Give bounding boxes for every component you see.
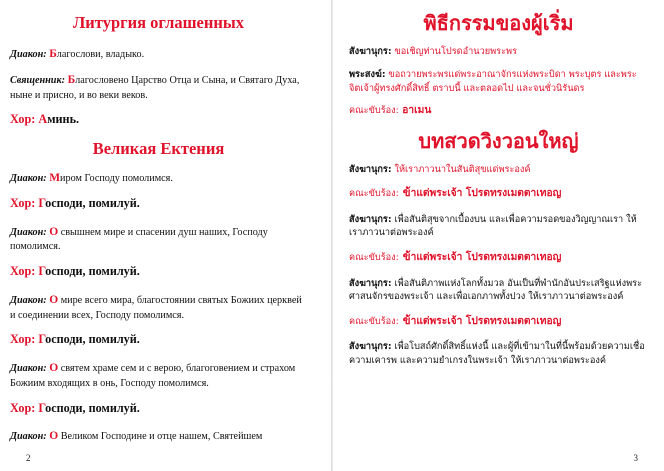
choir-line xyxy=(10,112,307,127)
choir-label: คณะขับร้อง: xyxy=(349,105,399,117)
speaker-label: สังฆานุกร: xyxy=(349,46,392,57)
line-text: иром Господу помолимся. xyxy=(60,173,173,185)
deacon-line xyxy=(349,340,648,368)
line-text: лагослови, владыко. xyxy=(56,49,145,61)
initial-letter: О xyxy=(49,430,59,443)
initial-letter: Г xyxy=(38,264,46,279)
speaker-label: สังฆานุกร: xyxy=(349,163,392,175)
choir-response xyxy=(398,185,562,200)
deacon-line xyxy=(10,428,307,445)
initial-letter: Б xyxy=(49,48,57,61)
choir-response xyxy=(398,249,562,264)
choir-label: คณะขับร้อง: xyxy=(349,252,399,264)
line-text: ให้เราภาวนาในสันติสุขแด่พระองค์ xyxy=(391,163,531,175)
line-text: осподи, помилуй. xyxy=(45,332,140,347)
choir-line xyxy=(349,313,648,328)
section-title-litany: Великая Ектения xyxy=(92,139,225,159)
initial-letter: Г xyxy=(38,332,46,347)
choir-label: Хор: xyxy=(10,112,36,127)
line-text: лагословено Царство Отца и Сына, и Святаго Духа, ныне и присно, и во веки веков. xyxy=(10,74,300,101)
deacon-line xyxy=(349,45,648,59)
choir-line xyxy=(349,185,648,200)
section-title-litany-thai: บทสวดวิงวอนใหญ่ xyxy=(418,128,579,153)
line-text: осподи, помилуй. xyxy=(45,264,140,279)
initial-letter: Г xyxy=(38,400,46,415)
left-page xyxy=(0,0,331,471)
line-text: минь. xyxy=(47,112,80,127)
line-text: свышнем мире и спасении душ наших, Господу помолимся. xyxy=(10,226,268,253)
speaker-label: Священник: xyxy=(10,74,66,86)
right-page xyxy=(333,0,664,471)
line-text: ขอถวายพระพรแด่พระอาณาจักรแห่งพระบิดา พระบุตร และพระจิตเจ้าผู้ทรงศักดิ์สิทธิ์ ตราบนี้ และตลอดไป และจนชั่วนิรันดร xyxy=(349,68,637,94)
line-text: осподи, помилуй. xyxy=(45,196,140,211)
line-text: осподи, помилуй. xyxy=(45,400,140,415)
initial-letter: ข้ xyxy=(398,313,411,328)
deacon-line xyxy=(10,292,307,324)
choir-line xyxy=(10,264,307,279)
line-text: าแต่พระเจ้า โปรดทรงเมตตาเทอญ xyxy=(410,188,562,200)
speaker-label: Диакон: xyxy=(10,226,47,238)
line-text: ขอเชิญท่านโปรดอำนวยพระพร xyxy=(391,46,518,57)
initial-letter: А xyxy=(38,112,48,127)
speaker-label: Диакон: xyxy=(10,294,47,306)
line-text: мире всего мира, благостоянии святых Божиих церквей и соединении всех, Господу помолимся. xyxy=(10,294,302,321)
initial-letter: ข้ xyxy=(398,185,411,200)
priest-line xyxy=(10,72,307,104)
page-number: 3 xyxy=(633,453,638,463)
speaker-label: สังฆานุกร: xyxy=(349,213,392,225)
choir-line xyxy=(10,196,307,211)
priest-line xyxy=(349,68,648,96)
speaker-label: Диакон: xyxy=(10,173,47,185)
speaker-label: สังฆานุกร: xyxy=(349,277,392,289)
deacon-line xyxy=(349,163,648,177)
line-text: เพื่อสันติภาพแห่งโลกทั้งมวล อันเป็นที่พำนักอันประเสริฐแห่งพระศาสนจักรของพระเจ้า และเพื่อเอกภาพทั้งปวง ให้เราภาวนาต่อพระองค์ xyxy=(349,277,642,303)
speaker-label: พระสงฆ์: xyxy=(349,68,386,80)
choir-label: Хор: xyxy=(10,400,36,415)
deacon-line xyxy=(10,224,307,256)
choir-label: Хор: xyxy=(10,196,36,211)
line-text: าแต่พระเจ้า โปรดทรงเมตตาเทอญ xyxy=(410,252,562,264)
choir-line xyxy=(349,104,648,117)
choir-label: คณะขับร้อง: xyxy=(349,316,399,328)
line-text: าแต่พระเจ้า โปรดทรงเมตตาเทอญ xyxy=(410,316,562,328)
deacon-line xyxy=(10,46,307,63)
deacon-line xyxy=(10,170,307,187)
section-title-liturgy: Литургия оглашенных xyxy=(73,13,244,32)
choir-label: Хор: xyxy=(10,264,36,279)
initial-letter: М xyxy=(49,172,61,185)
line-text: святем храме сем и с верою, благоговением и страхом Божиим входящих в онь, Господу помолимся. xyxy=(10,363,296,389)
initial-letter: ข้ xyxy=(398,249,411,264)
choir-response xyxy=(398,313,562,328)
initial-letter: О xyxy=(49,225,59,238)
initial-letter: Б xyxy=(67,73,76,86)
deacon-line xyxy=(10,360,307,392)
line-text: Великом Господине и отце нашем, Святейшем xyxy=(58,431,263,443)
speaker-label: Диакон: xyxy=(10,49,47,61)
page-number: 2 xyxy=(26,453,31,463)
speaker-label: สังฆานุกร: xyxy=(349,341,392,353)
speaker-label: Диакон: xyxy=(10,363,47,375)
deacon-line xyxy=(349,213,648,241)
choir-label: Хор: xyxy=(10,332,36,347)
speaker-label: Диакон: xyxy=(10,431,47,443)
initial-letter: О xyxy=(49,362,59,375)
choir-response: อาเมน xyxy=(398,105,432,117)
choir-line xyxy=(10,332,307,347)
initial-letter: О xyxy=(49,293,59,306)
deacon-line xyxy=(349,277,648,305)
choir-line xyxy=(349,249,648,264)
choir-line xyxy=(10,401,307,416)
line-text: เพื่อโบสถ์ศักดิ์สิทธิ์แห่งนี้ และผู้ที่เข้ามาในที่นี้พร้อมด้วยความเชื่อ ความเคารพ และความยำเกรงในพระเจ้า ให้เราภาวนาต่อพระองค์ xyxy=(349,341,645,367)
section-title-liturgy-thai: พิธีกรรมของผู้เริ่ม xyxy=(423,11,574,35)
initial-letter: Г xyxy=(38,196,46,211)
choir-label: คณะขับร้อง: xyxy=(349,188,399,200)
line-text: เพื่อสันติสุขจากเบื้องบน และเพื่อความรอดของวิญญาณเรา ให้เราภาวนาต่อพระองค์ xyxy=(349,213,637,239)
